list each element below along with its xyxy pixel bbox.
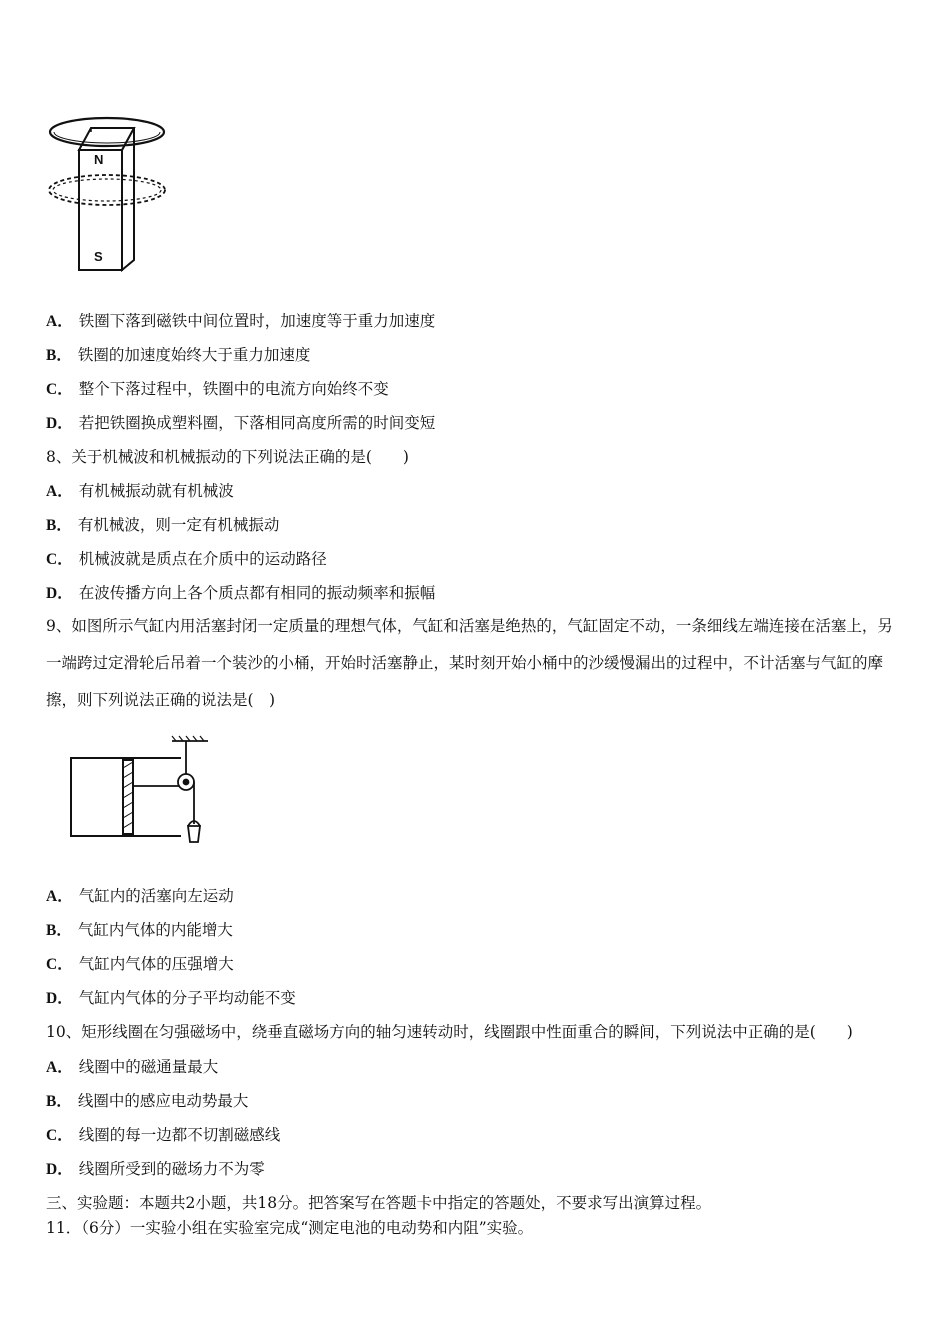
q8-option-a	[46, 481, 234, 502]
option-label: A．	[46, 483, 73, 500]
option-text: 有机械振动就有机械波	[78, 482, 234, 500]
q9-option-d	[46, 988, 296, 1009]
option-text: 气缸内的活塞向左运动	[78, 887, 234, 905]
option-text: 气缸内气体的内能增大	[77, 921, 233, 939]
q9-option-c	[46, 954, 234, 975]
option-label: B．	[46, 347, 72, 364]
option-text: 线圈所受到的磁场力不为零	[78, 1160, 265, 1178]
q10-option-a	[46, 1057, 218, 1078]
option-text: 有机械波，则一定有机械振动	[77, 516, 280, 534]
option-label: C．	[46, 551, 73, 568]
option-text: 气缸内气体的分子平均动能不变	[78, 989, 296, 1007]
option-text: 若把铁圈换成塑料圈，下落相同高度所需的时间变短	[78, 414, 436, 432]
q8-option-b	[46, 515, 279, 536]
q8-option-c	[46, 549, 327, 570]
option-label: D．	[46, 415, 73, 432]
magnet-north-label: N	[94, 152, 104, 167]
cylinder-pulley-figure	[66, 734, 226, 854]
option-label: C．	[46, 956, 73, 973]
option-label: C．	[46, 1127, 73, 1144]
q10-stem: 10、矩形线圈在匀强磁场中，绕垂直磁场方向的轴匀速转动时，线圈跟中性面重合的瞬间，下列说法中正确的是( )	[46, 1023, 853, 1041]
option-label: D．	[46, 1161, 73, 1178]
option-text: 线圈中的感应电动势最大	[77, 1092, 249, 1110]
q7-option-a	[46, 311, 435, 332]
option-label: A．	[46, 313, 73, 330]
q10-option-c	[46, 1125, 280, 1146]
q8-option-d	[46, 583, 435, 604]
magnet-ring-figure	[44, 110, 174, 280]
q10-option-b	[46, 1091, 248, 1112]
option-label: A．	[46, 888, 73, 905]
option-label: D．	[46, 585, 73, 602]
option-text: 整个下落过程中，铁圈中的电流方向始终不变	[78, 380, 389, 398]
q8-stem: 8、关于机械波和机械振动的下列说法正确的是( )	[46, 448, 409, 466]
q9-option-b	[46, 920, 233, 941]
option-text: 机械波就是质点在介质中的运动路径	[78, 550, 327, 568]
q9-option-a	[46, 886, 234, 907]
q11-stem: 11．（6分）一实验小组在实验室完成“测定电池的电动势和内阻”实验。	[46, 1219, 534, 1237]
q10-option-d	[46, 1159, 265, 1180]
option-text: 线圈中的磁通量最大	[78, 1058, 219, 1076]
option-label: B．	[46, 517, 72, 534]
section-3-heading: 三、实验题：本题共2小题，共18分。把答案写在答题卡中指定的答题处，不要求写出演算过程。	[46, 1194, 712, 1212]
option-text: 在波传播方向上各个质点都有相同的振动频率和振幅	[78, 584, 436, 602]
q7-option-d	[46, 413, 435, 434]
option-label: A．	[46, 1059, 73, 1076]
option-label: D．	[46, 990, 73, 1007]
option-label: C．	[46, 381, 73, 398]
magnet-south-label: S	[94, 249, 103, 264]
q7-option-c	[46, 379, 389, 400]
option-label: B．	[46, 922, 72, 939]
q9-stem: 9、如图所示气缸内用活塞封闭一定质量的理想气体，气缸和活塞是绝热的，气缸固定不动，一条细线左端连接在活塞上，另一端跨过定滑轮后吊着一个装沙的小桶，开始时活塞静止，某时刻开始小桶中的沙缓慢漏出的过程中，不计活塞与气缸的摩擦，则下列说法正确的说法是( )	[46, 617, 893, 709]
option-text: 线圈的每一边都不切割磁感线	[78, 1126, 281, 1144]
option-text: 铁圈下落到磁铁中间位置时，加速度等于重力加速度	[78, 312, 436, 330]
option-text: 铁圈的加速度始终大于重力加速度	[77, 346, 311, 364]
q7-option-b	[46, 345, 310, 366]
option-label: B．	[46, 1093, 72, 1110]
option-text: 气缸内气体的压强增大	[78, 955, 234, 973]
